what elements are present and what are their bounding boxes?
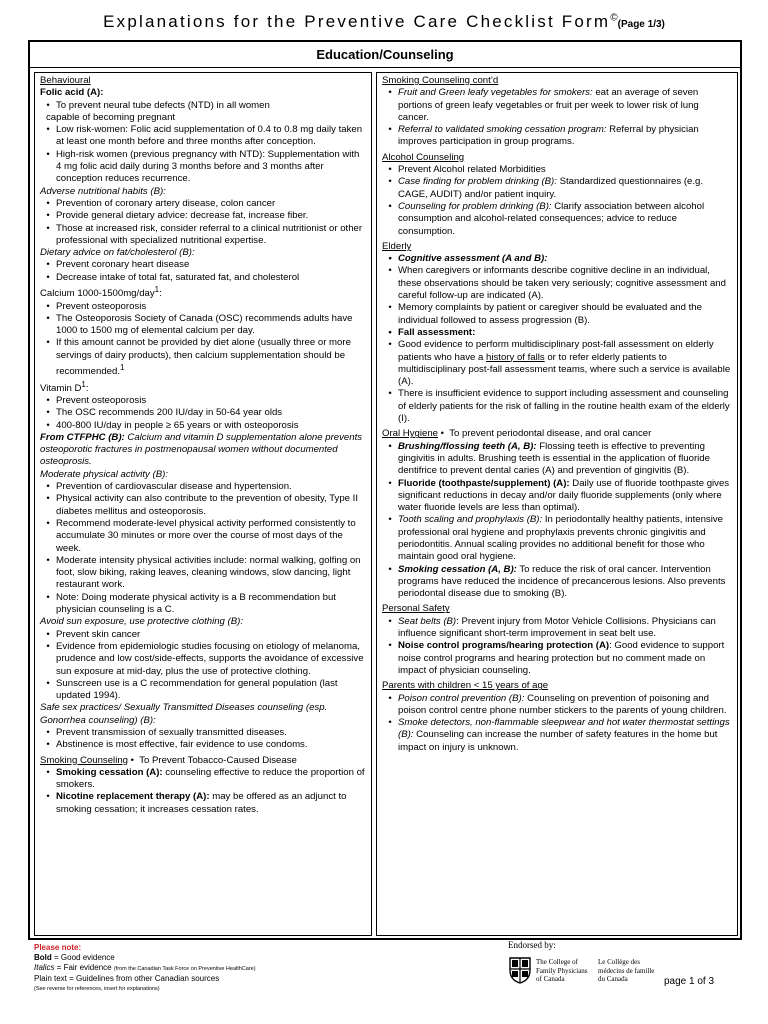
cfpc-name-french: Le Collège des médecins de famille du Canada (598, 958, 655, 983)
list-item: • Poison control prevention (B): Counseling on prevention of poisoning and poison control centre phone number stickers to the parents of young children. (382, 693, 732, 718)
copyright-mark: © (610, 12, 618, 24)
list-item: • Those at increased risk, consider referral to a clinical nutritionist or other professional with specialized nutritional expertise. (40, 223, 366, 248)
personal-safety-heading: Personal Safety (382, 603, 450, 615)
calcium-title: Calcium 1000-1500mg/day$^1$: (40, 285, 162, 300)
physical-activity-title: Moderate physical activity (B): (40, 468, 168, 480)
legend-italic: Italics = Fair evidence (from the Canadian Task Force on Preventive HealthCare) (34, 963, 256, 972)
cfpc-name-english: The College of Family Physicians of Canada (536, 958, 588, 983)
adverse-nutrition-title: Adverse nutritional habits (B): (40, 185, 166, 197)
list-item: • Physical activity can also contribute to the prevention of obesity, Type II diabetes mellitus and osteoporosis. (40, 493, 366, 518)
list-item: • Seat belts (B): Prevent injury from Motor Vehicle Collisions. Physicians can influence significant short-term improvement in seat belt use. (382, 616, 732, 641)
list-item: • Case finding for problem drinking (B): Standardized questionnaires (e.g. CAGE, AUDIT) and/or patient inquiry. (382, 176, 732, 201)
list-item: • Noise control programs/hearing protection (A): Good evidence to support noise control programs and hearing protection but no comment made on impact of physician counseling. (382, 640, 732, 677)
list-item: • Moderate intensity physical activities include: normal walking, golfing on foot, slow biking, raking leaves, cleaning windows, slow dancing, light restaurant work. (40, 555, 366, 592)
list-item: • Counseling for problem drinking (B): Clarify association between alcohol consumption and alcohol-related consequences; advice to reduce consumption. (382, 201, 732, 238)
list-item: • Recommend moderate-level physical activity performed consistently to accumulate 30 minutes or more over the course of most days of the week. (40, 518, 366, 555)
list-item: • Evidence from epidemiologic studies focusing on etiology of melanoma, prudence and low cost/side-effects, supports the avoidance of excessive sun exposure at mid-day, plus the use of protective clothing. (40, 641, 366, 678)
list-item: • Note: Doing moderate physical activity is a B recommendation but physician counseling is a C. (40, 592, 366, 617)
smoking-cont-heading: Smoking Counseling cont’d (382, 75, 499, 86)
section-title: Education/Counseling (30, 42, 740, 68)
list-item: • Good evidence to perform multidisciplinary post-fall assessment on elderly patients who have a history of falls or to refer elderly patients to multidisciplinary post-fall assessment teams, where such a service is available (A). (382, 339, 732, 388)
list-item: • Nicotine replacement therapy (A): may be offered as an adjunct to smoking cessation; it increases cessation rates. (40, 791, 366, 816)
page-title (0, 12, 768, 32)
list-item: • Provide general dietary advice: decrease fat, increase fiber. (40, 210, 366, 222)
list-item: • The Osteoporosis Society of Canada (OSC) recommends adults have 1000 to 1500 mg of elemental calcium per day. (40, 313, 366, 338)
list-item: • There is insufficient evidence to support including assessment and counseling of elderly patients for the risk of falling in the routine health exam of the elderly (I). (382, 388, 732, 425)
elderly-heading: Elderly (382, 240, 412, 252)
list-item: • Memory complaints by patient or caregiver should be evaluated and the individual followed to assess progression (B). (382, 302, 732, 327)
list-item: • Tooth scaling and prophylaxis (B): In periodontally healthy patients, intensive professional oral hygiene and prophylaxis prevents chronic gingivitis and periodontitis. Annual scaling provides no additional benefit for those who maintain good oral hygiene. (382, 514, 732, 563)
title-text: Explanations for the Preventive Care Checklist Form (103, 12, 611, 31)
dietary-advice-title: Dietary advice on fat/cholesterol (B): (40, 247, 195, 259)
list-item: • Brushing/flossing teeth (A, B): Flossing teeth is effective to preventing gingivitis in adults. Brushing teeth is essential in the application of fluoride dentifrice to prevent dental caries (A) and prevention of gingivitis (B). (382, 441, 732, 478)
list-item: • To prevent neural tube defects (NTD) in all women (40, 100, 366, 112)
list-item: • Prevent Alcohol related Morbidities (382, 164, 732, 176)
fall-assessment-title: • Fall assessment: (382, 327, 732, 339)
list-item: • If this amount cannot be provided by diet alone (usually three or more servings of dairy products), then calcium supplementation should be recommended.$^1$ (40, 337, 366, 378)
sun-exposure-title: Avoid sun exposure, use protective clothing (B): (40, 616, 244, 628)
list-item: • The OSC recommends 200 IU/day in 50-64 year olds (40, 407, 366, 419)
page-indicator: (Page 1/3) (617, 19, 665, 30)
evidence-legend (34, 943, 334, 994)
oral-hygiene-heading: Oral Hygiene • To prevent periodontal disease, and oral cancer (382, 428, 652, 440)
legend-plain: Plain text = Guidelines from other Canadian sources (34, 974, 220, 983)
list-item: • Smoking cessation (A): counseling effective to reduce the proportion of smokers. (40, 767, 366, 792)
folic-acid-title: Folic acid (A): (40, 87, 104, 99)
list-item: • Prevent coronary heart disease (40, 259, 366, 271)
right-column (376, 72, 738, 936)
list-item: • Prevent transmission of sexually transmitted diseases. (40, 727, 366, 739)
list-item: • Prevention of cardiovascular disease and hypertension. (40, 481, 366, 493)
list-item: • Prevent osteoporosis (40, 395, 366, 407)
smoking-counseling-heading: Smoking Counseling • To Prevent Tobacco-Caused Disease (40, 754, 297, 766)
list-item: • 400-800 IU/day in people ≥ 65 years or with osteoporosis (40, 420, 366, 432)
list-item: • Fluoride (toothpaste/supplement) (A): Daily use of fluoride toothpaste gives significant reductions in decay and/or daily fluoride supplements (only where water fluoride levels are less than optimal). (382, 478, 732, 515)
list-item: • Prevention of coronary artery disease, colon cancer (40, 198, 366, 210)
list-item: • Sunscreen use is a C recommendation for general population (last updated 1994). (40, 678, 366, 703)
legend-bold: Bold = Good evidence (34, 953, 115, 962)
vitamin-d-title: Vitamin $D^1$: (40, 379, 89, 394)
cognitive-assessment-title: • Cognitive assessment (A and B): (382, 253, 732, 265)
list-item: • Smoking cessation (A, B): To reduce the risk of oral cancer. Intervention programs have reduced the incidence of precancerous lesions. Also prevents periodontal disease due to smoking (B). (382, 564, 732, 601)
ctfphc-note: From CTFPHC (B): Calcium and vitamin D supplementation alone prevents osteoporotic fractures in postmenopausal women without documented osteoprosis. (40, 431, 363, 468)
endorsed-by: Endorsed by: (508, 940, 556, 950)
heading-behavioural: Behavioural (40, 75, 91, 86)
list-item: • Abstinence is most effective, fair evidence to use condoms. (40, 739, 366, 751)
left-column (34, 72, 372, 936)
list-item: • Prevent osteoporosis (40, 301, 366, 313)
page-number: page 1 of 3 (664, 976, 715, 987)
checklist-frame (28, 40, 742, 940)
list-item-continued: capable of becoming pregnant (46, 111, 176, 123)
parents-heading: Parents with children < 15 years of age (382, 680, 549, 692)
alcohol-heading: Alcohol Counseling (382, 151, 465, 163)
list-item: • Smoke detectors, non-flammable sleepwear and hot water thermostat settings (B): Counseling can increase the number of safety features in the home but impact on injury is unknown. (382, 717, 732, 754)
list-item: • Fruit and Green leafy vegetables for smokers: eat an average of seven portions of green leafy vegetables or fruit per week to lower risk of lung cancer. (382, 87, 732, 124)
please-note: Please note: (34, 943, 82, 952)
see-reverse-note: (See reverse for references, insert for explanations) (34, 986, 160, 992)
safe-sex-title: Safe sex practices/ Sexually Transmitted Diseases counseling (esp. Gonorrhea counseling) (B): (40, 702, 328, 726)
list-item: • Prevent skin cancer (40, 629, 366, 641)
list-item: • When caregivers or informants describe cognitive decline in an individual, these observations should be taken very seriously; cognitive assessment and careful follow-up are indicated (A). (382, 265, 732, 302)
list-item: • Referral to validated smoking cessation program: Referral by physician improves participation in group programs. (382, 124, 732, 149)
list-item: • Decrease intake of total fat, saturated fat, and cholesterol (40, 272, 366, 284)
list-item: • Low risk-women: Folic acid supplementation of 0.4 to 0.8 mg daily taken at least one month before and three months after conception. (40, 124, 366, 149)
list-item: • High-risk women (previous pregnancy with NTD): Supplementation with 4 mg folic acid daily during 3 months before and 3 months after conception reduces recurrence. (40, 149, 366, 186)
cfpc-crest-icon (508, 956, 532, 984)
